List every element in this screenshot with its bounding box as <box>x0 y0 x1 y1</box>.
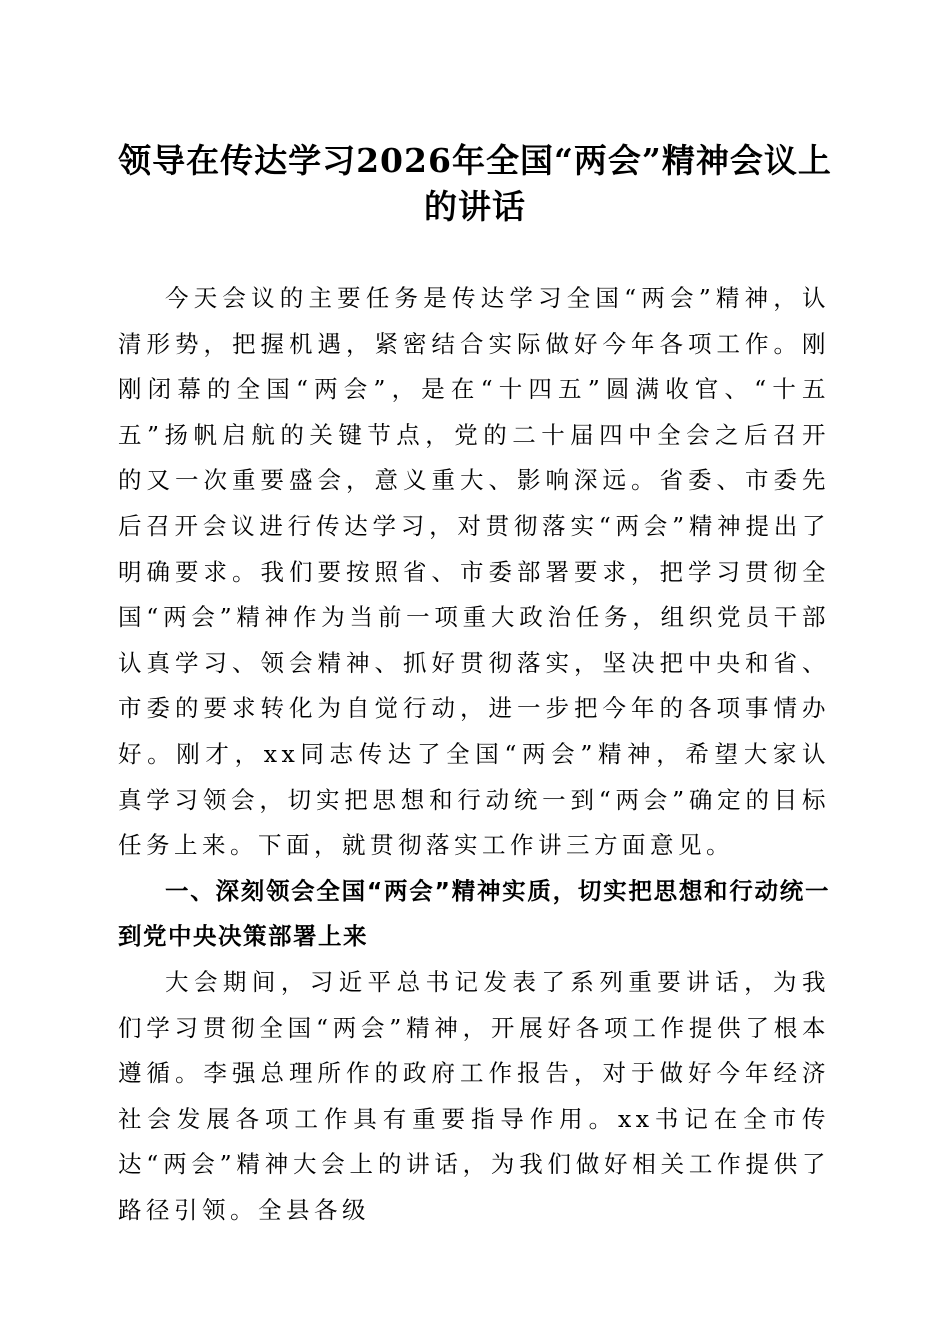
document-title: 领导在传达学习2026年全国“两会”精神会议上的讲话 <box>118 141 832 226</box>
section-heading-1: 一、深刻领会全国“两会”精神实质，切实把思想和行动统一到党中央决策部署上来 <box>118 876 830 951</box>
section-1-paragraph: 大会期间，习近平总书记发表了系列重要讲话，为我们学习贯彻全国“两会”精神，开展好各项工作提供了根本遵循。李强总理所作的政府工作报告，对于做好今年经济社会发展各项工作具有重要指导作用。xx书记在全市传达“两会”精神大会上的讲话，为我们做好相关工作提供了路径引领。全县各级 <box>118 967 830 1224</box>
document-body <box>118 276 830 1233</box>
intro-paragraph: 今天会议的主要任务是传达学习全国“两会”精神，认清形势，把握机遇，紧密结合实际做好今年各项工作。刚刚闭幕的全国“两会”，是在“十四五”圆满收官、“十五五”扬帆启航的关键节点，党的二十届四中全会之后召开的又一次重要盛会，意义重大、影响深远。省委、市委先后召开会议进行传达学习，对贯彻落实“两会”精神提出了明确要求。我们要按照省、市委部署要求，把学习贯彻全国“两会”精神作为当前一项重大政治任务，组织党员干部认真学习、领会精神、抓好贯彻落实，坚决把中央和省、市委的要求转化为自觉行动，进一步把今年的各项事情办好。刚才，xx同志传达了全国“两会”精神，希望大家认真学习领会，切实把思想和行动统一到“两会”确定的目标任务上来。下面，就贯彻落实工作讲三方面意见。 <box>118 284 830 860</box>
